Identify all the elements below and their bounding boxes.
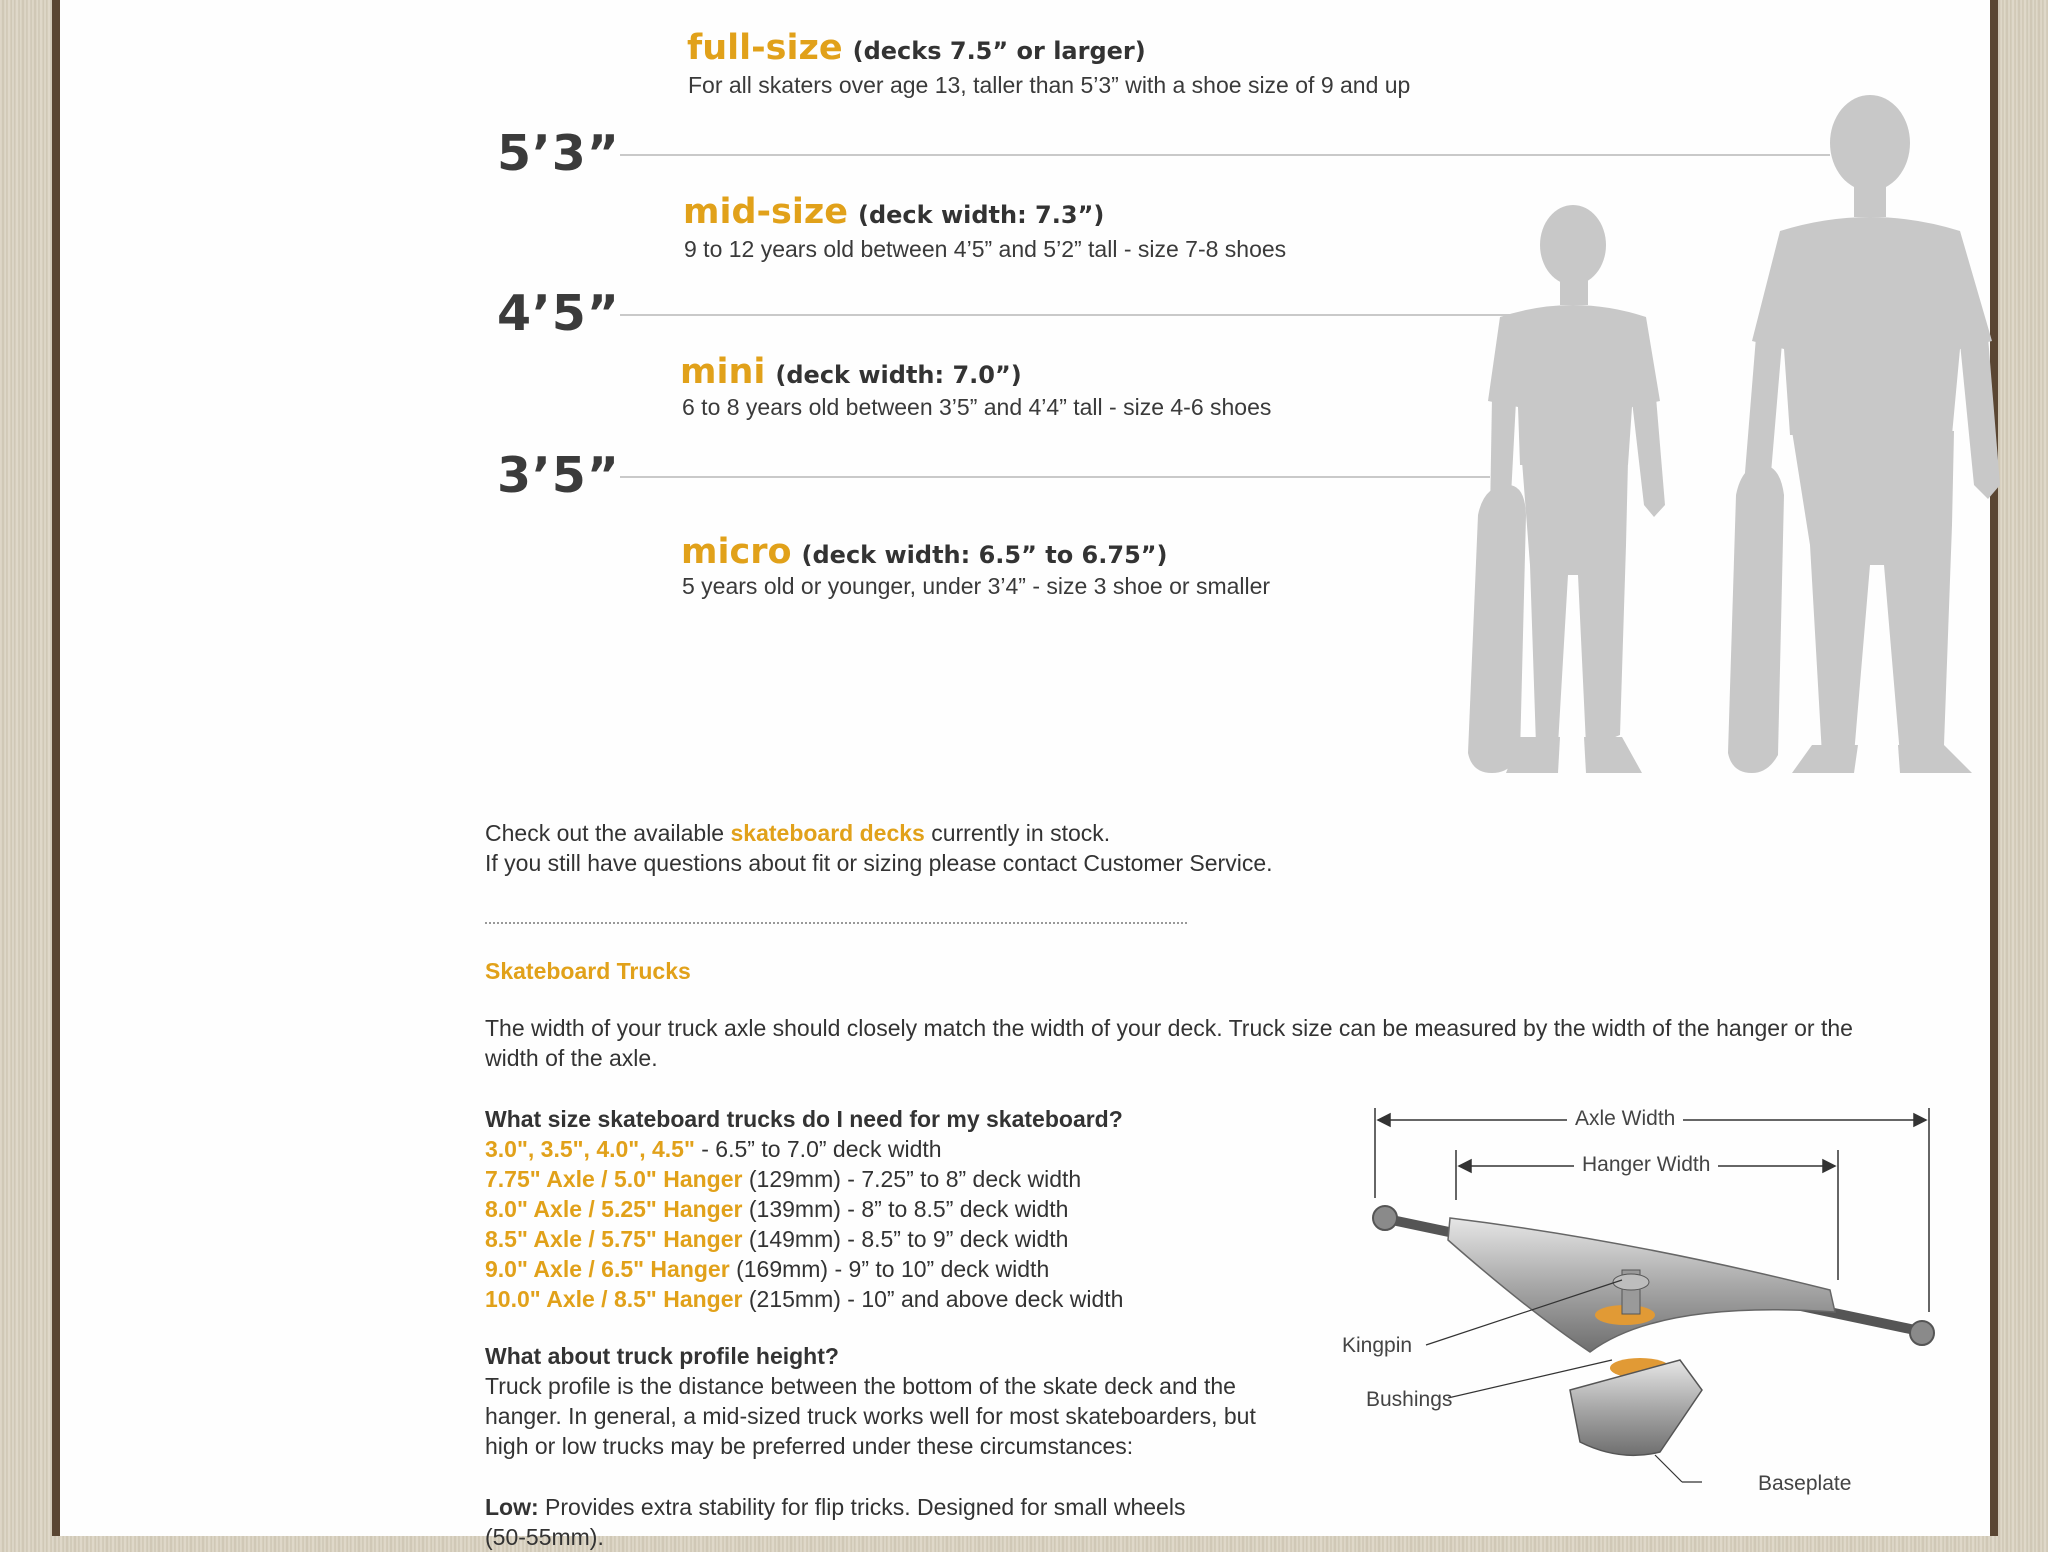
truck-size-detail: (139mm) - 8” to 8.5” deck width <box>742 1196 1069 1222</box>
truck-size-link[interactable]: 8.0" Axle / 5.25" Hanger <box>485 1196 743 1222</box>
size-spec: (deck width: 7.3”) <box>858 201 1105 229</box>
skateboard-trucks-heading: Skateboard Trucks <box>485 958 691 984</box>
profile-line-1: Truck profile is the distance between the bottom of the skate deck and the <box>485 1373 1236 1399</box>
bushings-label: Bushings <box>1366 1388 1453 1411</box>
low-detail: Provides extra stability for flip tricks. Designed for small wheels <box>538 1494 1186 1520</box>
size-desc-mid-size: 9 to 12 years old between 4’5” and 5’2” tall - size 7-8 shoes <box>684 236 1287 262</box>
profile-height-question: What about truck profile height? <box>485 1343 839 1369</box>
size-name: full-size <box>687 28 843 68</box>
stock-line <box>485 818 1110 848</box>
size-name: mini <box>680 352 766 392</box>
truck-size-item <box>485 1254 1123 1284</box>
page-content <box>60 0 1990 1550</box>
low-label: Low: <box>485 1494 539 1520</box>
size-title-micro <box>681 532 1168 572</box>
size-name: mid-size <box>683 192 848 232</box>
skater-silhouettes-image <box>1360 105 2020 785</box>
size-spec: (deck width: 6.5” to 6.75”) <box>801 541 1168 569</box>
truck-size-item <box>485 1284 1123 1314</box>
divider <box>485 922 1187 924</box>
truck-size-list <box>485 1134 1123 1314</box>
page-border-left <box>52 0 60 1536</box>
profile-line-2: hanger. In general, a mid-sized truck works well for most skateboarders, but <box>485 1403 1256 1429</box>
axle-width-label: Axle Width <box>1567 1107 1683 1131</box>
truck-size-detail: (129mm) - 7.25” to 8” deck width <box>742 1166 1082 1192</box>
profile-height-text <box>485 1371 1256 1461</box>
stock-line-after: currently in stock. <box>924 820 1111 846</box>
height-marker-4-5: 4’5” <box>497 285 621 342</box>
truck-size-link[interactable]: 8.5" Axle / 5.75" Hanger <box>485 1226 743 1252</box>
truck-size-question: What size skateboard trucks do I need for my skateboard? <box>485 1106 1123 1132</box>
stock-line-before: Check out the available <box>485 820 731 846</box>
truck-size-link[interactable]: 7.75" Axle / 5.0" Hanger <box>485 1166 743 1192</box>
size-desc-full-size: For all skaters over age 13, taller than 5’3” with a shoe size of 9 and up <box>688 72 1411 98</box>
truck-size-link[interactable]: 9.0" Axle / 6.5" Hanger <box>485 1256 730 1282</box>
truck-size-item <box>485 1164 1123 1194</box>
size-spec: (decks 7.5” or larger) <box>852 37 1146 65</box>
kingpin-label: Kingpin <box>1342 1334 1413 1357</box>
trucks-intro <box>485 1013 2005 1073</box>
size-title-mid-size <box>683 192 1104 232</box>
truck-size-item <box>485 1224 1123 1254</box>
size-desc-mini: 6 to 8 years old between 3’5” and 4’4” tall - size 4-6 shoes <box>682 394 1272 420</box>
low-profile-line-2: (50-55mm). <box>485 1524 604 1550</box>
size-title-full-size <box>687 28 1146 68</box>
hanger-width-label: Hanger Width <box>1574 1153 1718 1177</box>
baseplate-label: Baseplate <box>1758 1472 1852 1495</box>
truck-size-detail: (169mm) - 9” to 10” deck width <box>729 1256 1050 1282</box>
size-desc-micro: 5 years old or younger, under 3’4” - size 3 shoe or smaller <box>682 573 1271 599</box>
low-profile-line-1 <box>485 1492 1185 1522</box>
truck-size-detail: (149mm) - 8.5” to 9” deck width <box>742 1226 1069 1252</box>
truck-size-detail: - 6.5” to 7.0” deck width <box>694 1136 942 1162</box>
questions-line: If you still have questions about fit or sizing please contact Customer Service. <box>485 850 1273 876</box>
skateboard-decks-link[interactable]: skateboard decks <box>730 820 925 846</box>
size-name: micro <box>681 532 792 572</box>
profile-line-3: high or low trucks may be preferred under these circumstances: <box>485 1433 1134 1459</box>
truck-size-link[interactable]: 3.0", 3.5", 4.0", 4.5" <box>485 1136 695 1162</box>
height-marker-5-3: 5’3” <box>497 125 621 182</box>
height-marker-3-5: 3’5” <box>497 447 621 504</box>
truck-size-item <box>485 1134 1123 1164</box>
low-profile-text <box>485 1492 1185 1552</box>
truck-size-detail: (215mm) - 10” and above deck width <box>742 1286 1124 1312</box>
trucks-intro-line-2: width of the axle. <box>485 1045 658 1071</box>
size-spec: (deck width: 7.0”) <box>775 361 1022 389</box>
size-title-mini <box>680 352 1022 392</box>
trucks-intro-line-1: The width of your truck axle should closely match the width of your deck. Truck size can be measured by the width of the hanger or the <box>485 1015 1853 1041</box>
truck-size-item <box>485 1194 1123 1224</box>
truck-size-link[interactable]: 10.0" Axle / 8.5" Hanger <box>485 1286 743 1312</box>
